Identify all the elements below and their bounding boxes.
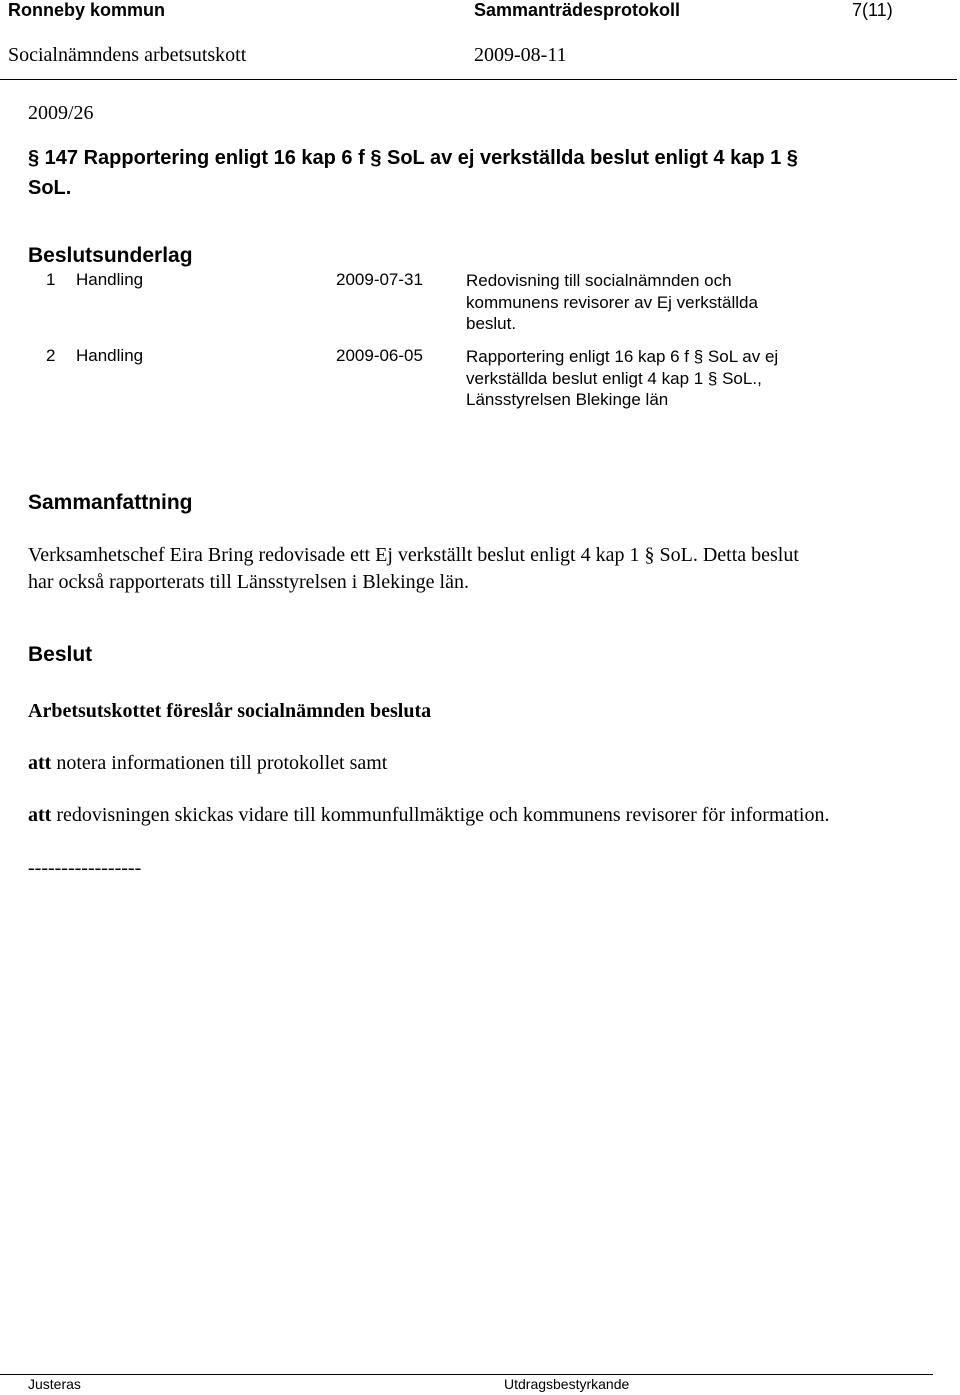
- underlag-item-kind: Handling: [76, 346, 144, 365]
- decision-clause: [28, 804, 830, 827]
- case-number: 2009/26: [28, 102, 94, 124]
- decision-clause-text: notera informationen till protokollet samt: [56, 752, 388, 774]
- att-keyword: att: [28, 804, 52, 826]
- underlag-item-date: 2009-06-05: [336, 346, 423, 365]
- underlag-item-description-line: Redovisning till socialnämnden och: [466, 271, 732, 290]
- page-number: 7(11): [852, 0, 893, 20]
- underlag-item-description: [466, 270, 758, 335]
- underlag-item-number: 2: [46, 346, 56, 365]
- underlag-item-description-line: verkställda beslut enligt 4 kap 1 § SoL.,: [466, 368, 762, 388]
- underlag-item-kind: Handling: [76, 270, 144, 289]
- committee-name: Socialnämndens arbetsutskott: [8, 44, 247, 66]
- underlag-item-description-line: Rapportering enligt 16 kap 6 f § SoL av ej: [466, 347, 779, 366]
- underlag-item-number: 1: [46, 270, 56, 289]
- meeting-date: 2009-08-11: [474, 44, 567, 66]
- document-type: Sammanträdesprotokoll: [474, 0, 681, 20]
- underlag-item-description: [466, 346, 778, 411]
- att-keyword: att: [28, 752, 52, 774]
- decision-heading: Beslut: [28, 643, 93, 666]
- underlag-heading: Beslutsunderlag: [28, 244, 193, 267]
- section-title-line-1: § 147 Rapportering enligt 16 kap 6 f § SoL av ej verkställda beslut enligt 4 kap 1 §: [28, 147, 798, 169]
- underlag-item-description-line: Länsstyrelsen Blekinge län: [466, 390, 669, 409]
- footer-utdragsbestyrkande: Utdragsbestyrkande: [504, 1376, 630, 1392]
- section-title-line-2: SoL.: [28, 177, 72, 199]
- underlag-item-date: 2009-07-31: [336, 270, 423, 289]
- footer-divider: [0, 1374, 933, 1375]
- underlag-item-description-line: kommunens revisorer av Ej verkställda: [466, 292, 758, 312]
- decision-proposal: Arbetsutskottet föreslår socialnämnden besluta: [28, 700, 432, 722]
- decision-clause-text: redovisningen skickas vidare till kommunfullmäktige och kommunens revisorer för information.: [56, 804, 830, 826]
- summary-line: har också rapporterats till Länsstyrelsen i Blekinge län.: [28, 571, 469, 593]
- footer-justeras: Justeras: [28, 1376, 81, 1392]
- decision-clause: [28, 752, 387, 775]
- summary-line: Verksamhetschef Eira Bring redovisade ett Ej verkställt beslut enligt 4 kap 1 § SoL. Detta beslut: [28, 544, 799, 566]
- organization-name: Ronneby kommun: [8, 0, 166, 20]
- closing-separator: -----------------: [28, 857, 142, 879]
- underlag-item-description-line: beslut.: [466, 314, 517, 333]
- header-divider: [0, 79, 957, 80]
- summary-text: [28, 542, 799, 596]
- summary-heading: Sammanfattning: [28, 491, 193, 514]
